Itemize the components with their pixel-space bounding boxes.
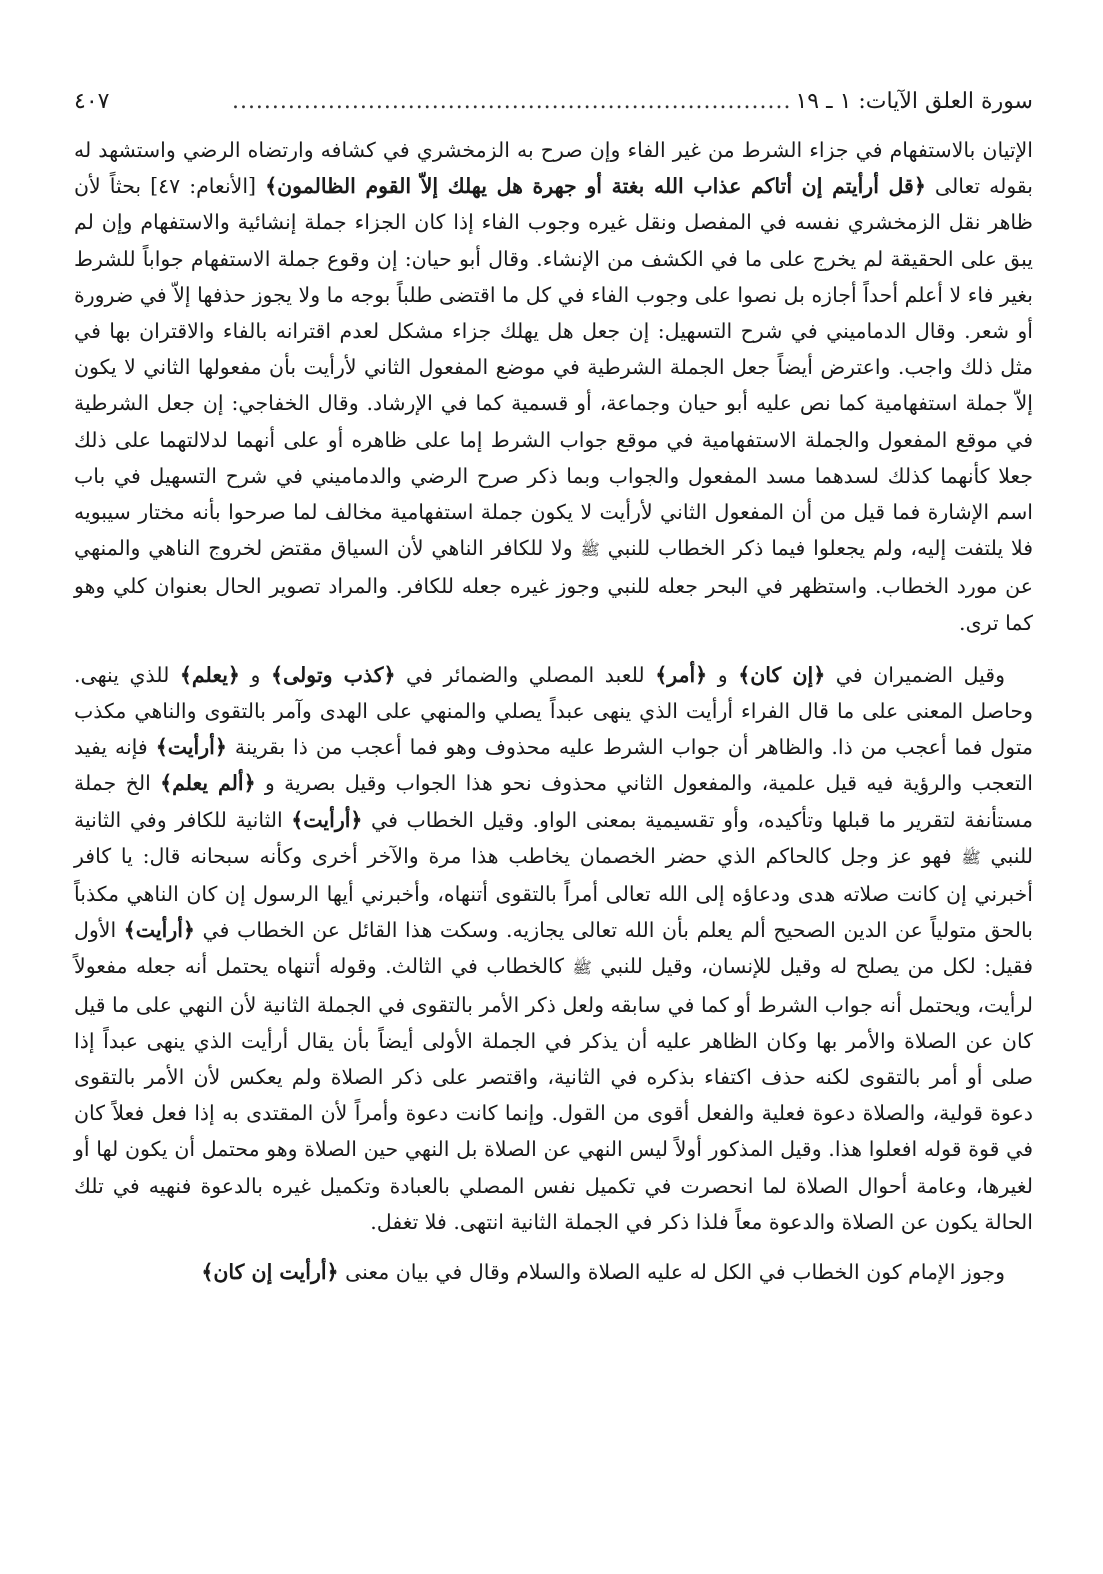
header-leader-dots: ...................................................................... [231, 89, 792, 114]
text-run: وقيل الضميران في [825, 662, 1005, 687]
text-run: للعبد المصلي والضمائر في [395, 662, 656, 687]
quran-quote: ﴿أرأيت﴾ [155, 735, 227, 760]
paragraph [74, 132, 1033, 641]
quran-quote: ﴿ألم يعلم﴾ [160, 771, 256, 796]
quran-quote: ﴿أرأيت﴾ [291, 807, 363, 832]
text-run: وجوز الإمام كون الخطاب في الكل له عليه الصلاة والسلام وقال في بيان معنى [338, 1260, 1005, 1285]
text-run: كالخطاب في الثالث. وقوله أتنهاه يحتمل أنه جعله مفعولاً لرأيت، ويحتمل أنه جواب الشرط أو كما في سابقه ولعل ذكر الأمر بالتقوى في الجملة الثانية لأن النهي على ما قيل كان عن الصلاة والأمر بها وكان الظاهر عليه أن يذكر في الجملة الأولى أيضاً بأن يقال أرأيت الذي ينهى عبداً إذا صلى أو أمر بالتقوى لكنه حذف اكتفاء بذكره في الثانية، واقتصر على ذكر الصلاة ولم يعكس لأن الأمر بالتقوى دعوة قولية، والصلاة دعوة فعلية والفعل أقوى من القول. وإنما كانت دعوة وأمراً لأن المقتدى به إذا فعل فعلاً كان في قوة قوله افعلوا هذا. وقيل المذكور أولاً ليس النهي عن الصلاة بل النهي حين الصلاة وهو محتمل أن يكون لها أو لغيرها، وعامة أحوال الصلاة لما انحصرت في تكميل نفس المصلي بالعبادة وتكميل غيره بالدعوة فنهيه في تلك الحالة يكون عن الصلاة والدعوة معاً فلذا ذكر في الجملة الثانية انتهى. فلا تغفل. [74, 954, 1033, 1234]
text-run: [الأنعام: ٤٧] بحثاً لأن ظاهر نقل الزمخشري نفسه في المفصل ونقل غيره وجوب الفاء إذا كان الجزاء جملة إنشائية والاستفهام وإن لم يبق على الحقيقة لم يخرج على ما في الكشف من الإنشاء. وقال أبو حيان: إن وقوع جملة الاستفهام جواباً للشرط بغير فاء لا أعلم أحداً أجازه بل نصوا على وجوب الفاء في كل ما اقتضى طلباً بوجه ما ولا يجوز حذفها إلاّ في ضرورة أو شعر. وقال الدماميني في شرح التسهيل: إن جعل هل يهلك جزاء مشكل لعدم اقترانه بالفاء والاقتران بها في مثل ذلك واجب. واعترض أيضاً جعل الجملة الشرطية في موضع المفعول الثاني لأرأيت بأن مفعولها الثاني لا يكون إلاّ جملة استفهامية كما نص عليه أبو حيان وجماعة، أو قسمية كما في الإرشاد. وقال الخفاجي: إن جعل الشرطية في موقع المفعول والجملة الاستفهامية في موقع جواب الشرط إما على ظاهره أو على أنهما لدلالتهما على ذلك جعلا كأنهما كذلك لسدهما مسد المفعول والجواب وبما ذكر صرح الرضي والدماميني في شرح التسهيل في باب اسم الإشارة فما قيل من أن المفعول الثاني لأرأيت لا يكون جملة استفهامية مخالف لما صرحوا بأنه مختار سيبويه فلا يلتفت إليه، ولم يجعلوا فيما ذكر الخطاب للنبي [74, 174, 1034, 561]
text-run: و [707, 662, 739, 687]
running-header [74, 84, 1033, 122]
text-run: للذي ينهى. وحاصل المعنى على ما قال الفراء أرأيت الذي ينهى عبداً يصلي والمنهي على الهدى وآمر بالتقوى والناهي مكذب متول فما أعجب من ذا. والظاهر أن جواب الشرط عليه محذوف وهو فما أعجب من ذا بقرينة [74, 662, 1034, 760]
text-run: الخ جملة مستأنفة لتقرير ما قبلها وتأكيده، وأو تقسيمية بمعنى الواو. وقيل الخطاب في [74, 771, 1033, 832]
quran-quote: ﴿يعلم﴾ [179, 662, 240, 687]
page-number: ٤٠٧ [74, 89, 110, 114]
quran-quote: ﴿أرأيت إن كان﴾ [201, 1260, 339, 1285]
header-title: سورة العلق الآيات: ١ ـ ١٩ [795, 89, 1033, 114]
paragraph [74, 1254, 1033, 1290]
text-run: فإنه يفيد التعجب والرؤية فيه قيل علمية، والمفعول الثاني محذوف نحو هذا الجواب وقيل بصرية و [74, 735, 1033, 796]
text-run: و [239, 662, 271, 687]
salawat-glyph: ﷺ [580, 540, 600, 560]
quran-quote: ﴿أرأيت﴾ [123, 918, 195, 943]
paragraph [74, 657, 1033, 1240]
quran-quote: ﴿أمر﴾ [655, 662, 708, 687]
text-run: ولا للكافر الناهي لأن السياق مقتض لخروج الناهي والمنهي عن مورد الخطاب. واستظهر في البحر جعله للنبي وجوز غيره جعله للكافر. والمراد تصوير الحال بعنوان كلي وهو كما ترى. [74, 536, 1033, 635]
quran-quote: ﴿إن كان﴾ [738, 662, 826, 687]
text-run: الثانية للكافر وفي الثانية للنبي [74, 807, 1034, 868]
quran-quote: ﴿كذب وتولى﴾ [270, 662, 396, 687]
salawat-glyph: ﷺ [572, 958, 592, 978]
text-run: الإتيان بالاستفهام في جزاء الشرط من غير الفاء وإن صرح به الزمخشري في كشافه وارتضاه الرضي واستشهد له بقوله تعالى [74, 138, 1033, 199]
text-run: الأول فقيل: لكل من يصلح له وقيل للإنسان، وقيل للنبي [74, 918, 1033, 979]
text-run: فهو عز وجل كالحاكم الذي حضر الخصمان يخاطب هذا مرة والآخر أخرى وكأنه سبحانه قال: يا كافر أخبرني إن كانت صلاته هدى ودعاؤه إلى الله تعالى أمراً بالتقوى أتنهاه، وأخبرني أيها الرسول إن كان الناهي مكذباً بالحق متولياً عن الدين الصحيح ألم يعلم بأن الله تعالى يجازيه. وسكت هذا القائل عن الخطاب في [74, 843, 1033, 943]
salawat-glyph: ﷺ [961, 847, 981, 867]
quran-quote: ﴿قل أرأيتم إن أتاكم عذاب الله بغتة أو جهرة هل يهلك إلاّ القوم الظالمون﴾ [265, 174, 926, 199]
